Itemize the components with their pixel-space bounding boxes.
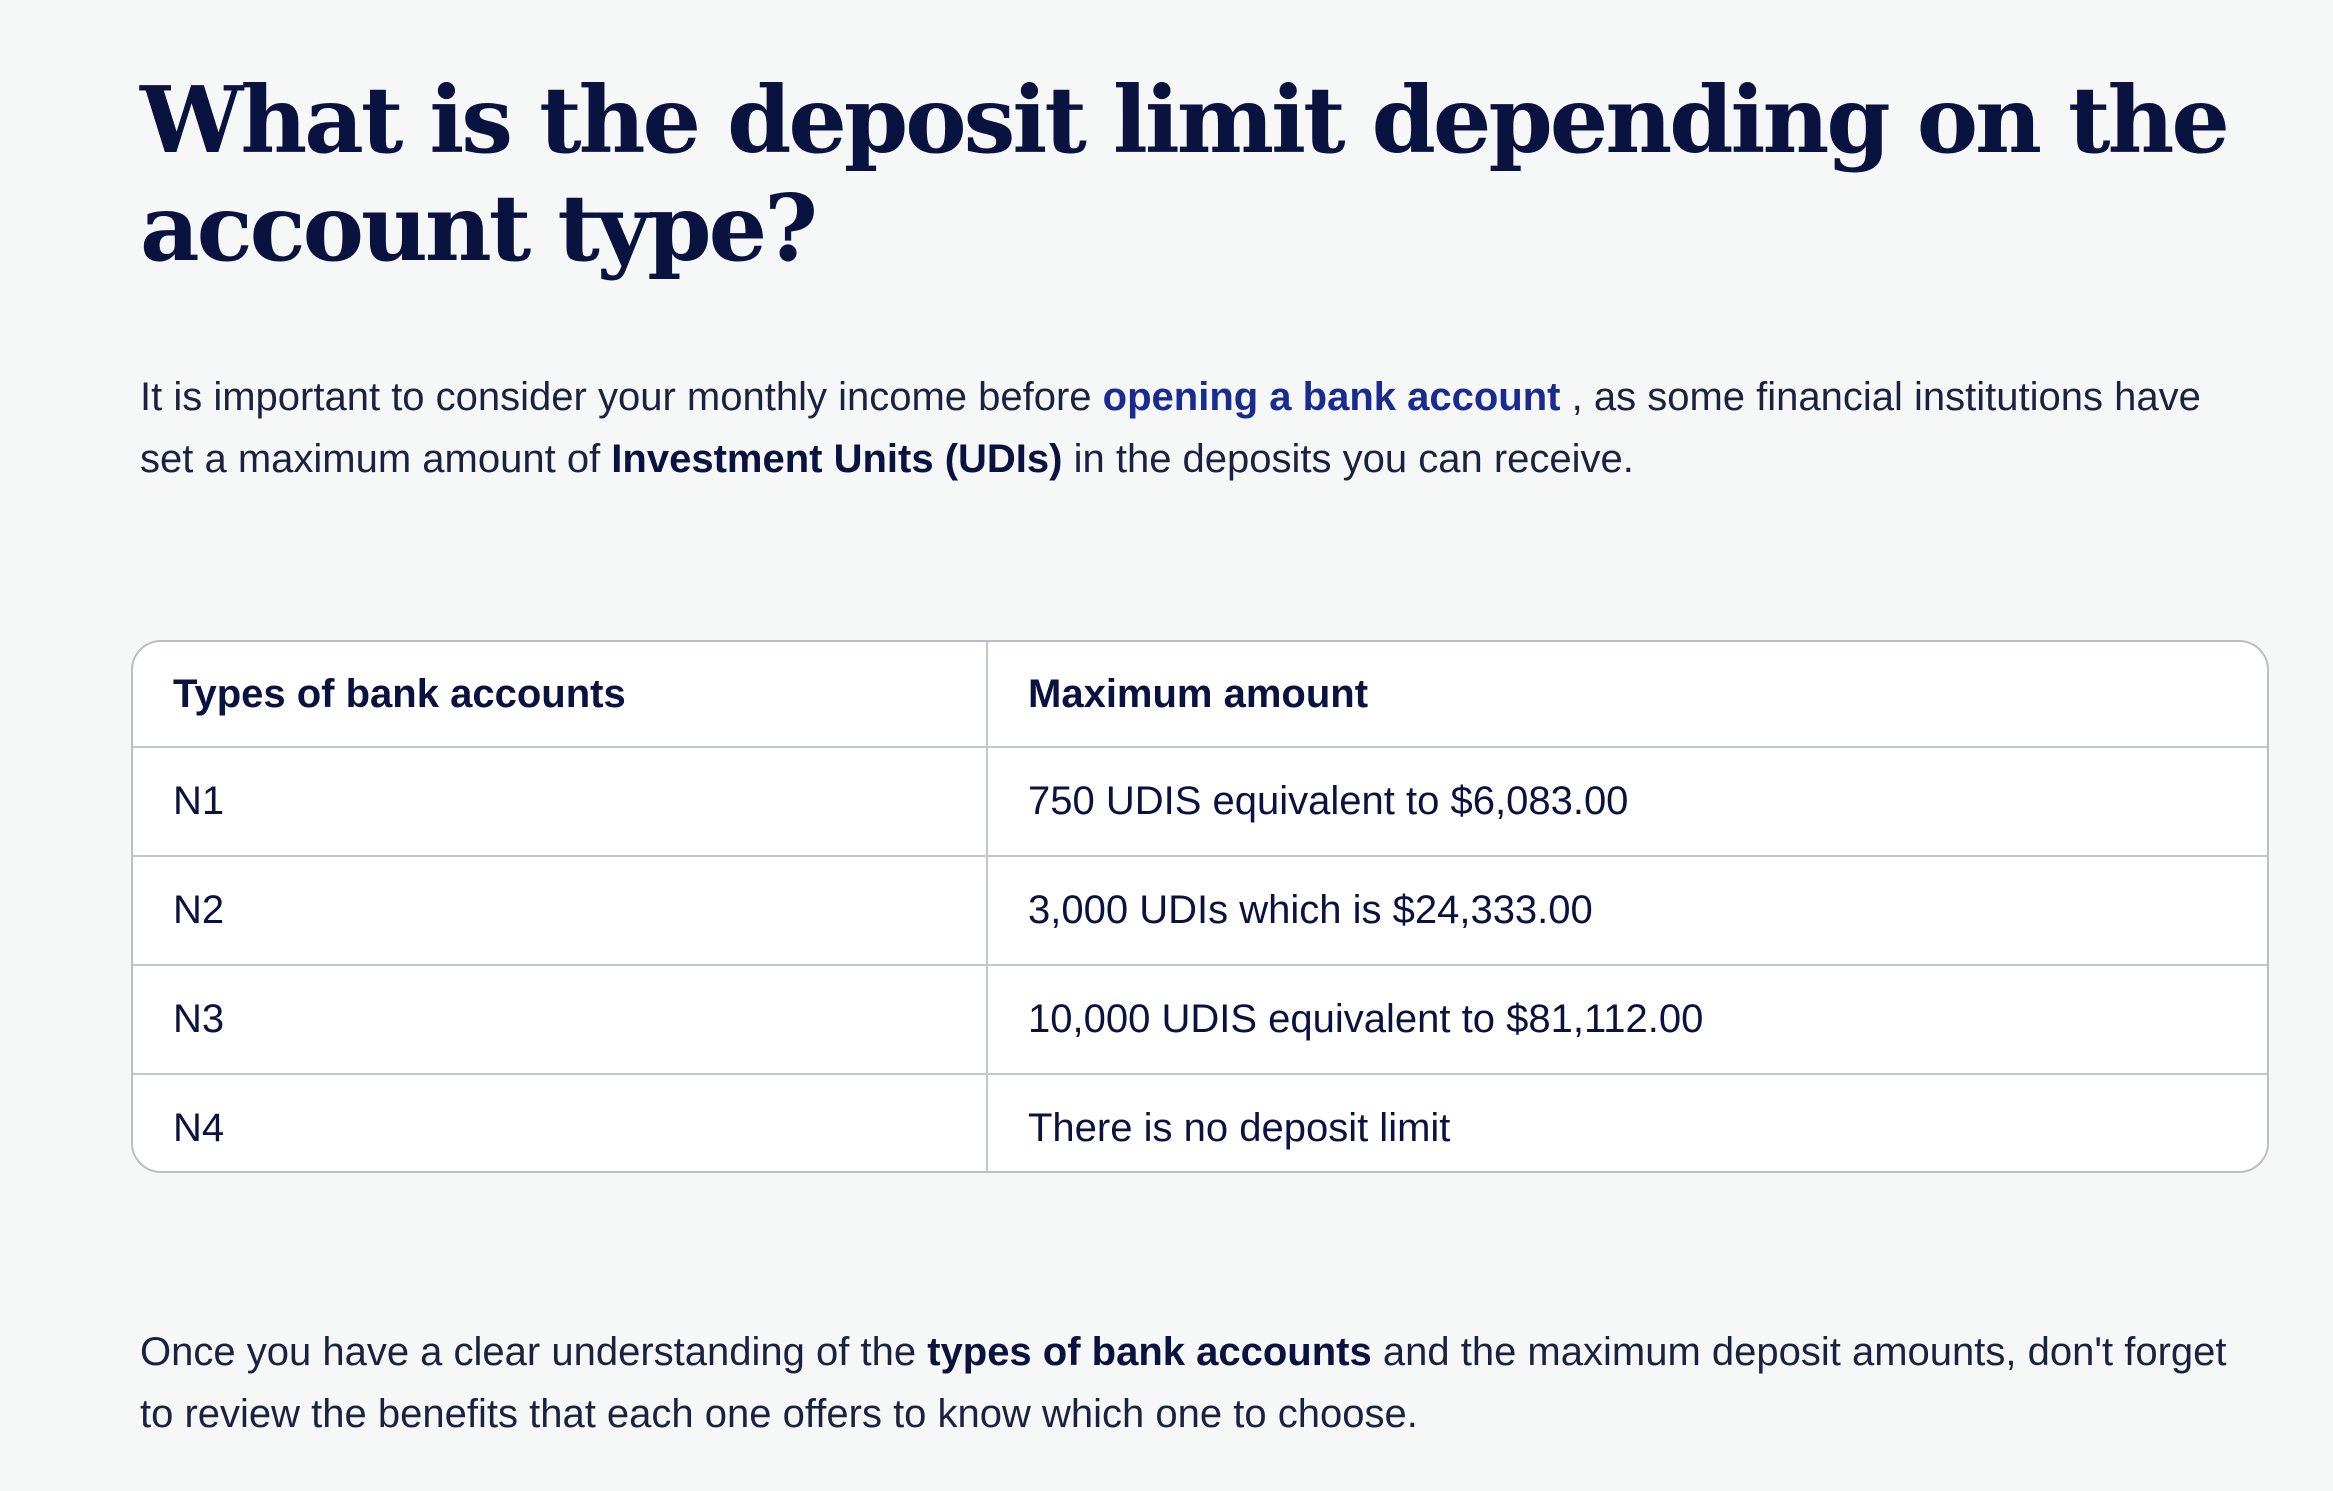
intro-text-end: in the deposits you can receive. xyxy=(1062,437,1634,481)
column-header-account-type: Types of bank accounts xyxy=(133,642,987,747)
table-row xyxy=(133,1074,2267,1173)
outro-bold-account-types: types of bank accounts xyxy=(927,1330,1372,1374)
page-title: What is the deposit limit depending on the account type? xyxy=(140,66,2227,282)
maximum-amount-cell: 750 UDIS equivalent to $6,083.00 xyxy=(987,747,2267,856)
account-type-cell: N4 xyxy=(133,1074,987,1173)
outro-text-start: Once you have a clear understanding of the xyxy=(140,1330,928,1374)
outro-paragraph xyxy=(140,1321,2240,1445)
column-header-maximum-amount: Maximum amount xyxy=(987,642,2267,747)
account-type-cell: N3 xyxy=(133,965,987,1074)
maximum-amount-cell: 3,000 UDIs which is $24,333.00 xyxy=(987,856,2267,965)
intro-bold-udis: Investment Units (UDIs) xyxy=(611,437,1063,481)
outro-text-end: and the maximum deposit amounts, don't forget to review the benefits that each one offers to know which one to choose. xyxy=(140,1330,2227,1436)
table-row xyxy=(133,856,2267,965)
table-row xyxy=(133,965,2267,1074)
table-row xyxy=(133,747,2267,856)
intro-text-middle: , as some financial institutions have set a maximum amount of xyxy=(140,375,2201,481)
account-type-cell: N1 xyxy=(133,747,987,856)
deposit-limits-table xyxy=(131,640,2269,1173)
maximum-amount-cell: 10,000 UDIS equivalent to $81,112.00 xyxy=(987,965,2267,1074)
account-type-cell: N2 xyxy=(133,856,987,965)
intro-text-start: It is important to consider your monthly income before xyxy=(140,375,1103,419)
opening-bank-account-link[interactable]: opening a bank account xyxy=(1102,375,1561,419)
intro-paragraph xyxy=(140,366,2240,490)
table-header-row xyxy=(133,642,2267,747)
maximum-amount-cell: There is no deposit limit xyxy=(1028,1106,1451,1150)
